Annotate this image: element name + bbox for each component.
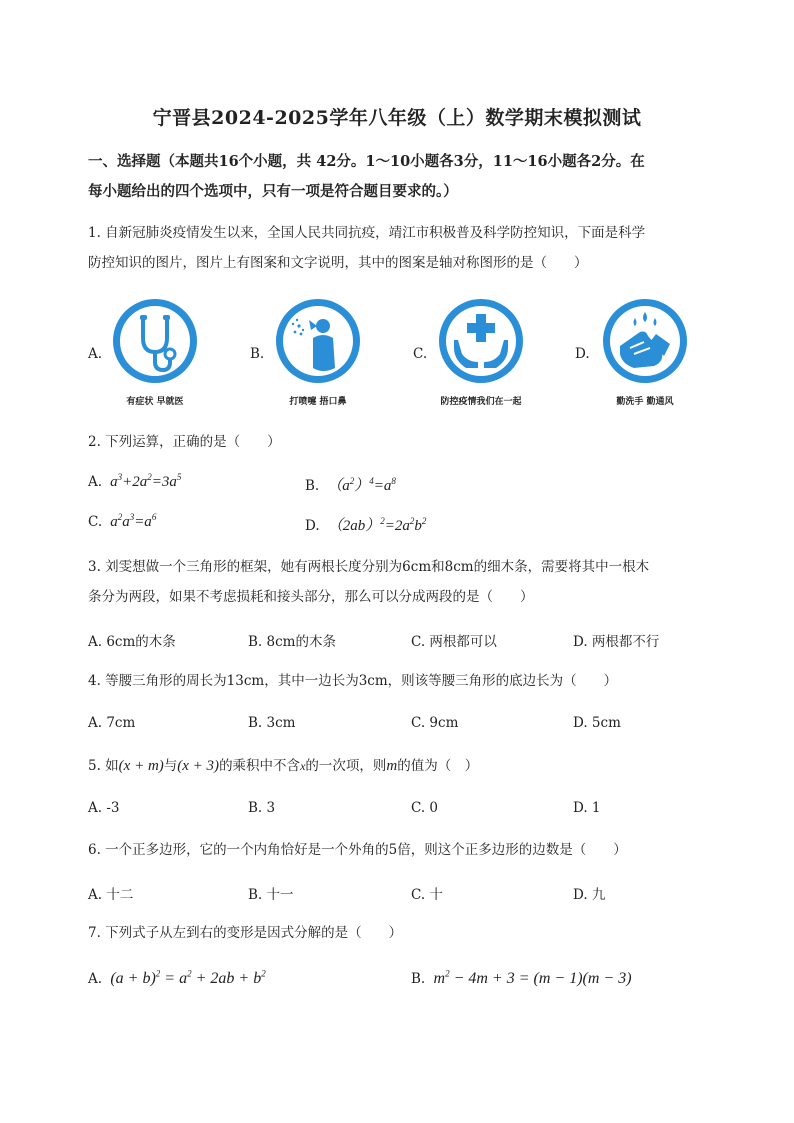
question-3 xyxy=(88,552,718,612)
question-2-stem: 2. 下列运算，正确的是（ ） xyxy=(88,434,281,450)
question-2 xyxy=(88,427,718,457)
q1-option-c[interactable] xyxy=(436,296,526,412)
q5-var-x: x xyxy=(300,759,306,773)
q2-option-c[interactable] xyxy=(88,514,156,531)
q4-option-d[interactable]: D. 5cm xyxy=(573,715,621,731)
q5-option-d[interactable]: D. 1 xyxy=(573,800,601,816)
question-4 xyxy=(88,666,718,696)
q6-option-c[interactable]: C. 十 xyxy=(411,887,443,903)
q3-option-a[interactable]: A. 6cm的木条 xyxy=(88,634,176,650)
question-3-line-2: 条分为两段，如果不考虑损耗和接头部分，那么可以分成两段的是（ ） xyxy=(88,589,534,605)
question-6-stem: 6. 一个正多边形，它的一个内角恰好是一个外角的5倍，则这个正多边形的边数是（ ） xyxy=(88,842,627,858)
q7-option-b-formula: $m^2 - 4m + 3 = (m - 1)(m - 3)$ xyxy=(429,968,632,987)
q2-option-d-formula: $(2ab)^2=2a^2b^2$ xyxy=(323,516,427,534)
q5-option-c[interactable]: C. 0 xyxy=(411,800,439,816)
question-5-suffix: 的值为（ ） xyxy=(397,758,479,774)
q2-option-d[interactable] xyxy=(305,514,426,535)
q5-option-a[interactable]: A. -3 xyxy=(88,800,120,816)
q3-options xyxy=(88,630,718,652)
sneeze-icon xyxy=(273,296,363,388)
q2-option-b-formula: $(a^2)^4=a^8$ xyxy=(323,476,396,494)
question-5-mid-3: 的一次项，则 xyxy=(305,758,387,774)
handwash-icon xyxy=(600,296,690,388)
question-5-mid-2: 的乘积中不含 xyxy=(219,758,301,774)
q2-options-row-1 xyxy=(88,474,718,496)
question-1-line-2: 防控知识的图片，图片上有图案和文字说明，其中的图案是轴对称图形的是（ ） xyxy=(88,255,588,271)
question-1-options xyxy=(88,296,708,412)
q1-option-b-letter: B. xyxy=(250,346,265,362)
q5-var-m: m xyxy=(386,758,398,774)
q4-option-a[interactable]: A. 7cm xyxy=(88,715,136,731)
q5-option-b[interactable]: B. 3 xyxy=(248,800,276,816)
q4-option-c[interactable]: C. 9cm xyxy=(411,715,459,731)
q1-option-a-caption: 有症状 早就医 xyxy=(126,397,184,407)
q1-option-c-letter: C. xyxy=(413,346,428,362)
question-3-line-1: 3. 刘雯想做一个三角形的框架，她有两根长度分别为6cm和8cm的细木条，需要将其中一根木 xyxy=(88,559,650,575)
q2-option-d-letter: D. xyxy=(305,518,320,534)
q1-option-d-letter: D. xyxy=(575,346,590,362)
q4-option-b[interactable]: B. 3cm xyxy=(248,715,296,731)
q6-option-a[interactable]: A. 十二 xyxy=(88,887,134,903)
section-1-line-2: 每小题给出的四个选项中，只有一项是符合题目要求的。） xyxy=(88,183,458,200)
q5-expr-2: (x + 3) xyxy=(177,758,220,774)
q7-option-b[interactable] xyxy=(411,970,632,988)
question-4-stem: 4. 等腰三角形的周长为13cm，其中一边长为3cm，则该等腰三角形的底边长为（ ） xyxy=(88,673,618,689)
q1-option-a-letter: A. xyxy=(88,346,103,362)
q5-expr-1: (x + m) xyxy=(118,758,164,774)
stethoscope-icon xyxy=(110,296,200,388)
question-5-prefix: 5. 如 xyxy=(88,758,119,774)
q1-option-b-caption: 打喷嚏 捂口鼻 xyxy=(289,397,347,407)
q2-option-c-formula: $a^2a^3=a^6$ xyxy=(106,512,157,530)
q2-option-c-letter: C. xyxy=(88,514,103,530)
section-1-heading xyxy=(88,147,728,207)
question-7-stem: 7. 下列式子从左到右的变形是因式分解的是（ ） xyxy=(88,925,403,941)
q7-options xyxy=(88,970,718,992)
q3-option-d[interactable]: D. 两根都不行 xyxy=(573,634,660,650)
q4-options xyxy=(88,715,718,737)
q2-options-row-2 xyxy=(88,514,718,536)
q7-option-a[interactable] xyxy=(88,970,266,988)
q2-option-a[interactable] xyxy=(88,474,181,491)
q2-option-a-formula: $a^3+2a^2=3a^5$ xyxy=(106,472,182,490)
q2-option-a-letter: A. xyxy=(88,474,103,490)
q1-option-d-caption: 勤洗手 勤通风 xyxy=(616,397,674,407)
q1-option-b[interactable] xyxy=(273,296,363,412)
q3-option-b[interactable]: B. 8cm的木条 xyxy=(248,634,336,650)
exam-title: 宁晋县2024-2025学年八年级（上）数学期末模拟测试 xyxy=(152,107,642,129)
section-1-line-1: 一、选择题（本题共16个小题，共 42分。1～10小题各3分，11～16小题各2分。在 xyxy=(88,153,645,170)
q7-option-a-letter: A. xyxy=(88,971,103,987)
q6-options xyxy=(88,883,718,905)
q5-options xyxy=(88,800,718,822)
q6-option-d[interactable]: D. 九 xyxy=(573,887,606,903)
question-5-mid-1: 与 xyxy=(163,758,178,774)
question-7 xyxy=(88,918,718,948)
q1-option-d[interactable] xyxy=(600,296,690,412)
q2-option-b[interactable] xyxy=(305,474,396,495)
q3-option-c[interactable]: C. 两根都可以 xyxy=(411,634,497,650)
question-6 xyxy=(88,835,718,865)
question-5 xyxy=(88,751,718,781)
question-1-line-1: 1. 自新冠肺炎疫情发生以来，全国人民共同抗疫，靖江市积极普及科学防控知识，下面是科学 xyxy=(88,225,646,241)
q7-option-a-formula: $(a + b)^2 = a^2 + 2ab + b^2$ xyxy=(106,968,266,987)
hands-cross-icon xyxy=(436,296,526,388)
q2-option-b-letter: B. xyxy=(305,478,320,494)
question-1 xyxy=(88,218,718,278)
q1-option-a[interactable] xyxy=(110,296,200,412)
q1-option-c-caption: 防控疫情我们在一起 xyxy=(440,397,522,407)
q6-option-b[interactable]: B. 十一 xyxy=(248,887,294,903)
q7-option-b-letter: B. xyxy=(411,971,426,987)
